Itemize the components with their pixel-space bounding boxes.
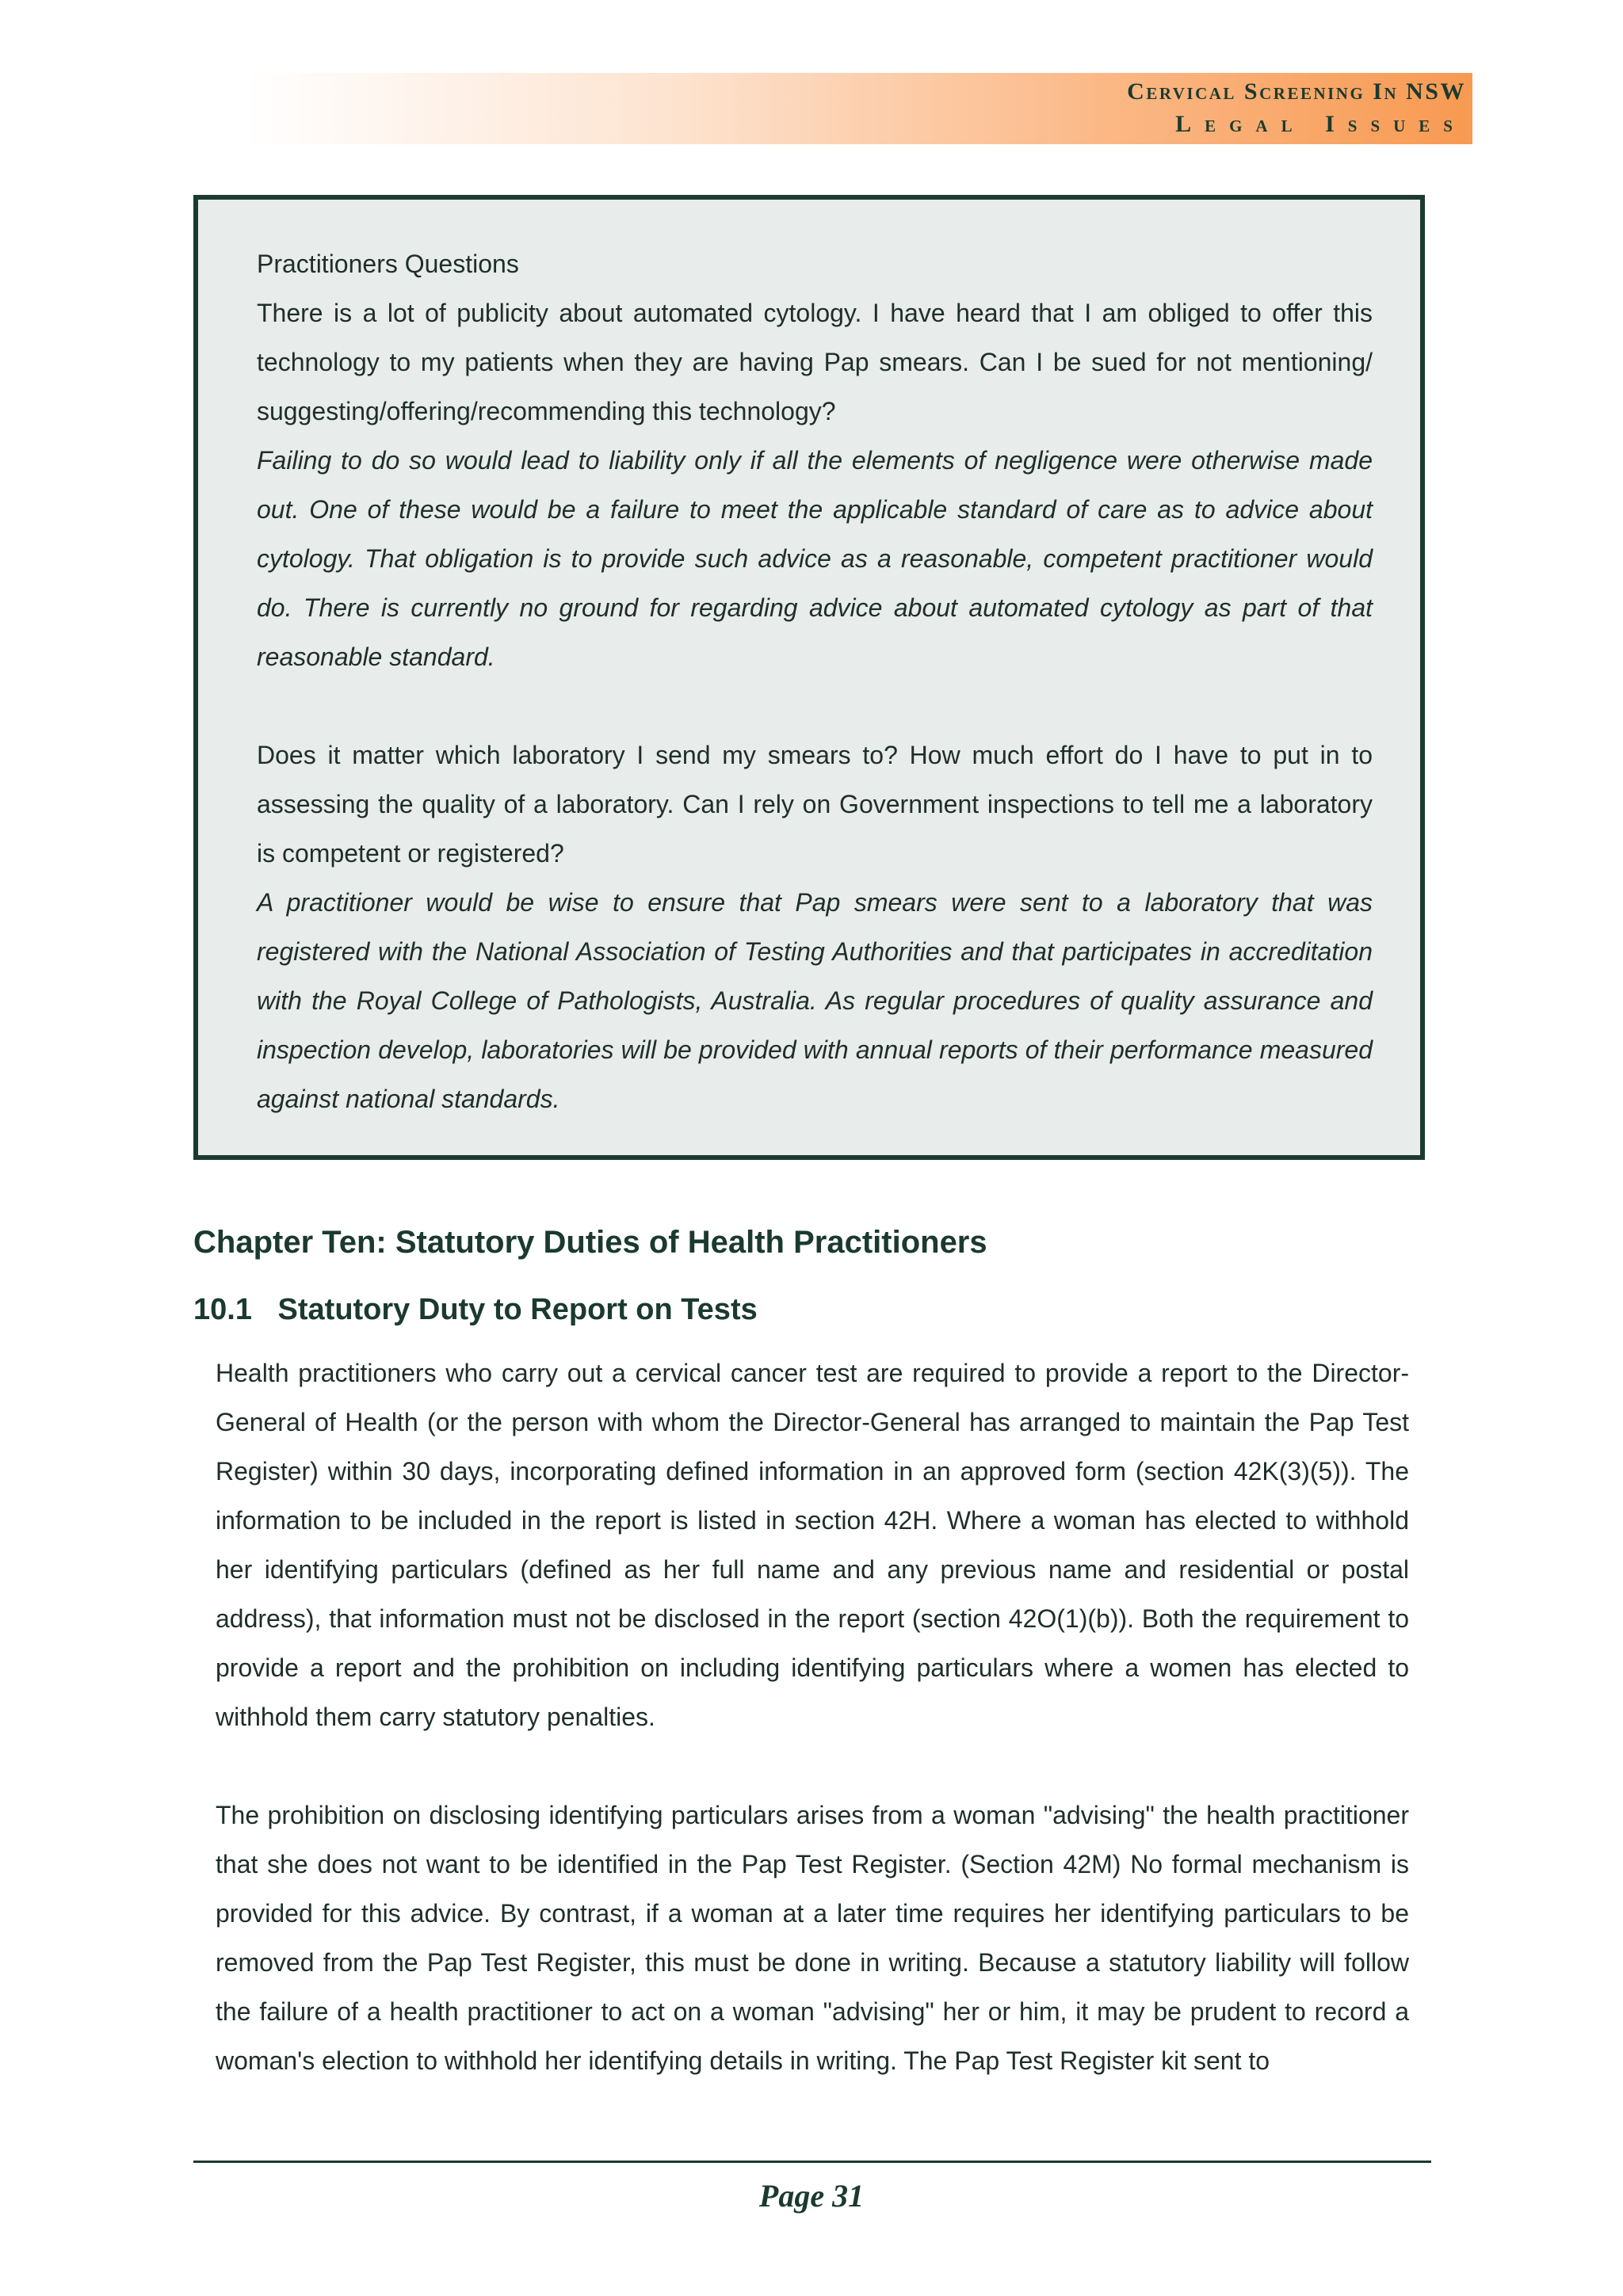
practitioners-questions-box [193, 195, 1425, 1160]
section-number: 10.1 [193, 1293, 252, 1326]
page-number: Page 31 [758, 2178, 865, 2214]
qa-box-title: Practitioners Questions [257, 250, 519, 278]
qa-content [257, 239, 1373, 1123]
running-header [1127, 73, 1472, 141]
section-heading [193, 1293, 758, 1327]
question-1: There is a lot of publicity about automated cytology. I have heard that I am obliged to offer this technology to my patients when they are having Pap smears. Can I be sued for not mentioning/ suggesting/offering/recommending this technology? [257, 299, 1373, 425]
section-body [216, 1348, 1409, 2085]
footer-rule [193, 2161, 1431, 2163]
chapter-title: Chapter Ten: Statutory Duties of Health Practitioners [193, 1225, 987, 1260]
header-band [246, 73, 1472, 144]
section-title: Statutory Duty to Report on Tests [277, 1293, 758, 1326]
header-subtitle: Legal Issues [1175, 111, 1466, 137]
question-2: Does it matter which laboratory I send my smears to? How much effort do I have to put in to assessing the quality of a laboratory. Can I rely on Government inspections to tell me a laboratory is competent or registered? [257, 741, 1373, 868]
answer-1: Failing to do so would lead to liability only if all the elements of negligence were otherwise made out. One of these would be a failure to meet the applicable standard of care as to advice about cytology. That obligation is to provide such advice as a reasonable, competent practitioner would do. There is currently no ground for regarding advice about automated cytology as part of that reasonable standard. [257, 446, 1373, 671]
paragraph-spacer [216, 1741, 1409, 1791]
body-paragraph-2: The prohibition on disclosing identifying particulars arises from a woman "advising" the health practitioner that she does not want to be identified in the Pap Test Register. (Section 42M) No formal mechanism is provided for this advice. By contrast, if a woman at a later time requires her identifying particulars to be removed from the Pap Test Register, this must be done in writing. Because a statutory liability will follow the failure of a health practitioner to act on a woman "advising" her or him, it may be prudent to record a woman's election to withhold her identifying details in writing. The Pap Test Register kit sent to [216, 1801, 1409, 2075]
body-paragraph-1: Health practitioners who carry out a cervical cancer test are required to provide a report to the Director-General of Health (or the person with whom the Director-General has arranged to maintain the Pap Test Register) within 30 days, incorporating defined information in an approved form (section 42K(3)(5)). The information to be included in the report is listed in section 42H. Where a woman has elected to withhold her identifying particulars (defined as her full name and any previous name and residential or postal address), that information must not be disclosed in the report (section 42O(1)(b)). Both the requirement to provide a report and the prohibition on including identifying particulars where a women has elected to withhold them carry statutory penalties. [216, 1359, 1409, 1731]
header-title: Cervical Screening In NSW [1127, 78, 1466, 105]
paragraph-spacer [257, 681, 1373, 730]
answer-2: A practitioner would be wise to ensure that Pap smears were sent to a laboratory that was registered with the National Association of Testing Authorities and that participates in accreditation with the Royal College of Pathologists, Australia. As regular procedures of quality assurance and inspection develop, laboratories will be provided with annual reports of their performance measured against national standards. [257, 888, 1373, 1113]
